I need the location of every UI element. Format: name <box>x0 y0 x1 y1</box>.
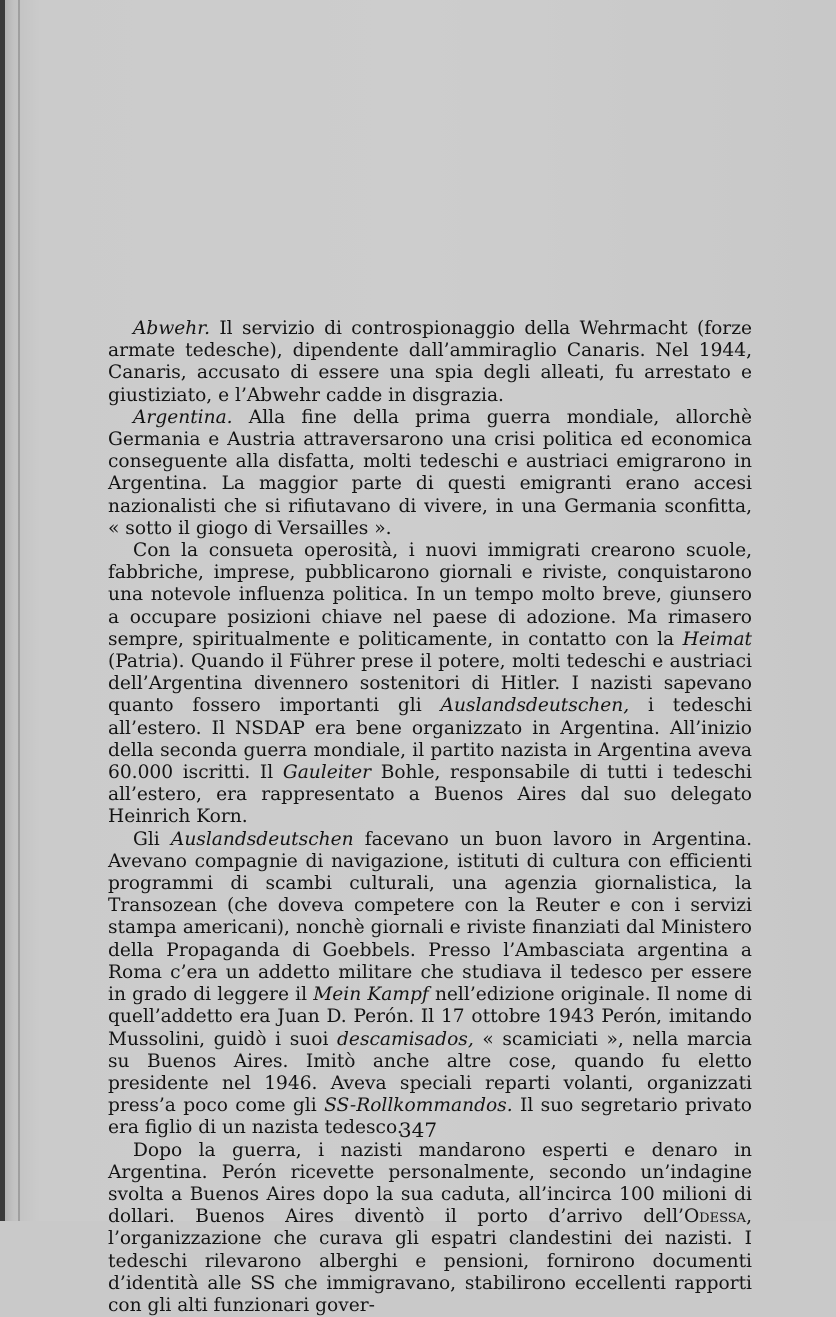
entry-title-argentina: Argentina. <box>133 406 233 428</box>
page-number: 347 <box>398 1118 438 1142</box>
paragraph-abwehr: Abwehr. Il servizio di controspionaggio della Wehrmacht (forze armate tedesche), dipendente dall’ammiraglio Canaris. Nel 1944, Canaris, accusato di essere una spia degli alleati, fu arrestato e giustiziato, e l’Abwehr cadde in disgrazia. <box>108 318 752 406</box>
entry-title-abwehr: Abwehr. <box>133 318 210 339</box>
paragraph-immigrants: Con la consueta operosità, i nuovi immigrati crearono scuole, fabbriche, imprese, pubblicarono giornali e riviste, conquistarono una notevole influenza politica. In un tempo molto breve, giunsero a occupare posizioni chiave nel paese di adozione. Ma rimasero sempre, spiritualmente e politicamente, in contatto con la Heimat (Patria). Quando il Führer prese il potere, molti tedeschi e austriaci dell’Argentina divennero sostenitori di Hitler. I nazisti sapevano quanto fossero importanti gli Auslandsdeutschen, i tedeschi all’estero. Il NSDAP era bene organizzato in Argentina. All’inizio della seconda guerra mondiale, il partito nazista in Argentina aveva 60.000 iscritti. Il Gauleiter Bohle, responsabile di tutti i tedeschi all’estero, era rappresentato a Buenos Aires dal suo delegato Heinrich Korn. <box>108 540 752 828</box>
book-spine-edge <box>0 0 5 1221</box>
paragraph-auslandsdeutschen: Gli Auslandsdeutschen facevano un buon lavoro in Argentina. Avevano compagnie di navigazione, istituti di cultura con efficienti programmi di scambi culturali, una agenzia giornalistica, la Transozean (che doveva competere con la Reuter e con i servizi stampa americani), nonchè giornali e riviste finanziati dal Ministero della Propaganda di Goebbels. Presso l’Ambasciata argentina a Roma c’era un addetto militare che studiava il tedesco per essere in grado di leggere il Mein Kampf nell’edizione originale. Il nome di quell’addetto era Juan D. Perón. Il 17 ottobre 1943 Perón, imitando Mussolini, guidò i suoi descamisados, « scamiciati », nella marcia su Buenos Aires. Imitò anche altre cose, quando fu eletto presidente nel 1946. Aveva speciali reparti volanti, organizzati press’a poco come gli SS-Rollkommandos. Il suo segretario privato era figlio di un nazista tedesco. <box>108 828 752 1139</box>
page-fold-shadow <box>18 0 20 1221</box>
paragraph-after-war: Dopo la guerra, i nazisti mandarono esperti e denaro in Argentina. Perón ricevette personalmente, secondo un’indagine svolta a Buenos Aires dopo la sua caduta, all’incirca 100 milioni di dollari. Buenos Aires diventò il porto d’arrivo dell’Odessa, l’organizzazione che curava gli espatri clandestini dei nazisti. I tedeschi rilevarono alberghi e pensioni, fornirono documenti d’identità alle SS che immigravano, stabilirono eccellenti rapporti con gli alti funzionari gover- <box>108 1139 752 1316</box>
body-text <box>108 318 752 1317</box>
paragraph-argentina: Argentina. Alla fine della prima guerra mondiale, allorchè Germania e Austria attraversarono una crisi politica ed economica conseguente alla disfatta, molti tedeschi e austriaci emigrarono in Argentina. La maggior parte di questi emigranti erano accesi nazionalisti che si rifiutavano di vivere, in una Germania sconfitta, « sotto il giogo di Versailles ». <box>108 406 752 539</box>
